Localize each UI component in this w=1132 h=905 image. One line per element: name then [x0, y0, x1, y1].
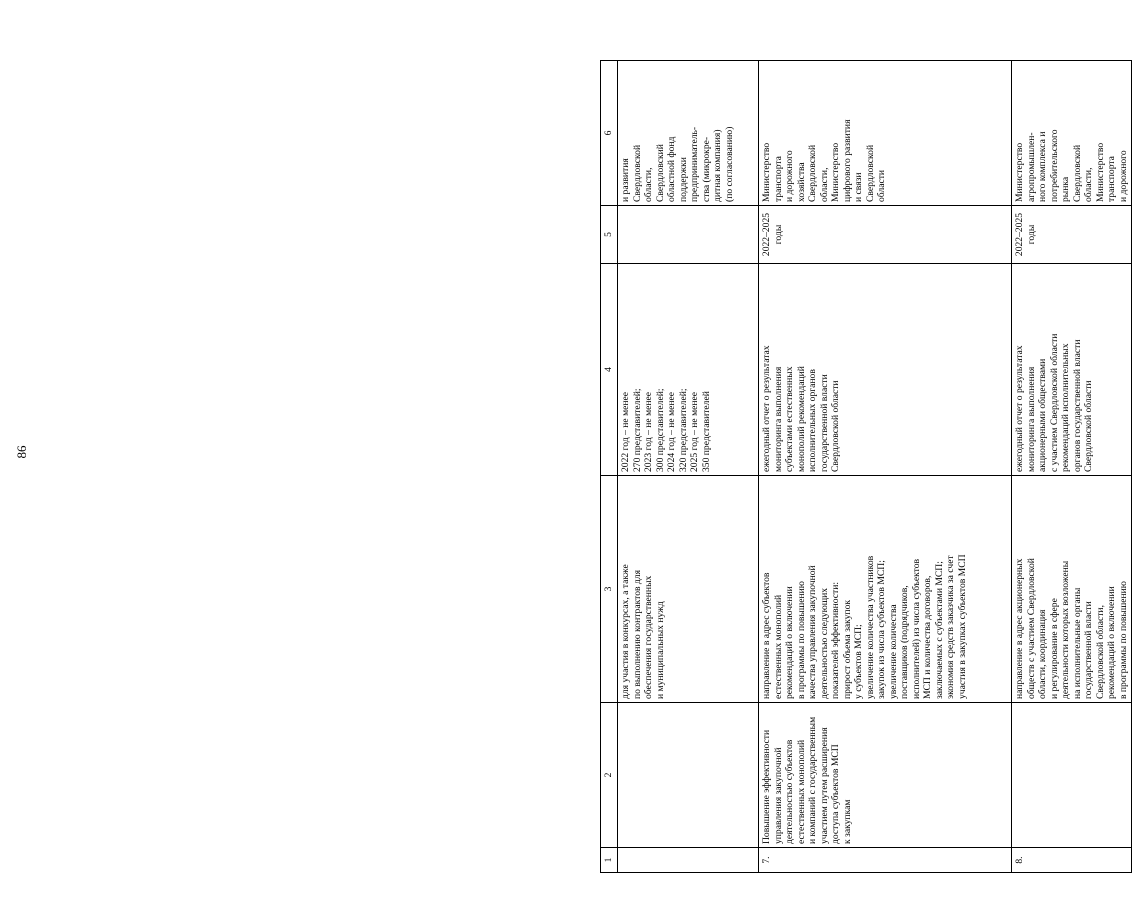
- cell-line: Министерство: [830, 142, 841, 202]
- cell-line: к закупкам: [841, 799, 853, 844]
- cell-line: и развития: [620, 158, 631, 202]
- cell-line: и связи: [853, 172, 864, 202]
- indicator-cell: [759, 264, 1012, 476]
- cell-line: (по согласованию): [723, 126, 735, 202]
- cell-line: цифрового развития: [841, 119, 853, 202]
- header-cell-4: 4: [601, 264, 618, 476]
- cell-line: монополий рекомендаций: [795, 366, 807, 472]
- cell-line: Свердловской: [807, 144, 818, 202]
- cell-line: Повышение эффективности: [761, 729, 772, 844]
- cell-line: по выполнению контрактов для: [631, 570, 643, 699]
- cell-line: 2024 год – не менее: [666, 391, 677, 472]
- row-number: 7.: [759, 848, 1012, 873]
- period-cell: [759, 206, 1012, 264]
- cell-line: рекомендаций исполнительных: [1060, 343, 1071, 472]
- cell-line: увеличение количества: [887, 604, 899, 699]
- cell-line: 350 представителей: [700, 391, 712, 472]
- cell-line: и муниципальных нужд: [654, 601, 666, 699]
- cell-line: у субъектов МСП;: [853, 624, 864, 699]
- cell-line: транспорта: [772, 156, 784, 202]
- cell-line: деятельностью следующих: [818, 587, 830, 699]
- rotated-table-wrapper: [600, 61, 1128, 873]
- cell-line: МСП и количества договоров,: [922, 575, 933, 699]
- table-row: [618, 61, 759, 873]
- cell-line: для участия в конкурсах, а также: [620, 564, 631, 699]
- cell-line: 2022–2025: [761, 212, 772, 257]
- cell-line: деятельности которых возложены: [1060, 560, 1071, 699]
- cell-line: участием путем расширения: [818, 727, 830, 844]
- cell-line: годы: [772, 224, 784, 245]
- header-cell-2: 2: [601, 703, 618, 848]
- task-cell: [618, 703, 759, 848]
- action-cell: [759, 476, 1012, 703]
- cell-line: хозяйства: [795, 162, 807, 202]
- cell-line: 270 представителей;: [631, 388, 643, 472]
- cell-line: области,: [643, 167, 654, 202]
- cell-line: обеспечения государственных: [643, 575, 654, 699]
- cell-line: поставщиков (подрядчиков,: [899, 585, 910, 699]
- cell-line: качества управления закупочной: [807, 565, 818, 699]
- cell-line: области,: [818, 167, 830, 202]
- executors-cell: [759, 61, 1012, 206]
- cell-line: ежегодный отчет о результатах: [1014, 345, 1025, 472]
- cell-line: Министерство: [1094, 142, 1106, 202]
- cell-line: и регулирование в сфере: [1048, 598, 1060, 699]
- cell-line: исполнителей) из числа субъектов: [910, 558, 922, 699]
- row-number: [618, 848, 759, 873]
- cell-line: ного комплекса и: [1037, 131, 1048, 202]
- cell-line: мониторинга выполнения: [1025, 366, 1037, 472]
- cell-line: закупок из числа субъектов МСП;: [876, 560, 887, 699]
- header-cell-6: 6: [601, 61, 618, 206]
- cell-line: управления закупочной: [772, 747, 784, 844]
- cell-line: Свердловский: [654, 144, 666, 202]
- cell-line: Министерство: [761, 142, 772, 202]
- cell-line: Министерство: [1014, 142, 1025, 202]
- indicator-cell: [1012, 264, 1132, 476]
- cell-line: 2022–2025: [1014, 212, 1025, 257]
- measures-table: [600, 60, 1132, 873]
- cell-line: области: [876, 169, 887, 202]
- cell-line: Свердловской: [1071, 144, 1083, 202]
- cell-line: Свердловской области,: [1094, 605, 1106, 699]
- cell-line: 2023 год – не менее: [643, 391, 654, 472]
- cell-line: 300 представителей;: [654, 388, 666, 472]
- cell-line: участия в закупках субъектов МСП: [956, 554, 968, 699]
- cell-line: рекомендаций о включении: [784, 586, 795, 699]
- cell-line: областной фонд: [666, 136, 677, 202]
- cell-line: предприниматель-: [689, 126, 700, 202]
- header-row: [601, 61, 618, 873]
- cell-line: области,: [1083, 167, 1094, 202]
- cell-line: Свердловской: [631, 144, 643, 202]
- cell-line: и компаний с государственным: [807, 716, 818, 844]
- cell-line: рынка: [1060, 176, 1071, 202]
- cell-line: транспорта: [1106, 156, 1117, 202]
- cell-line: направление в адрес акционерных: [1014, 558, 1025, 699]
- cell-line: Свердловской области: [830, 380, 841, 472]
- table-row: [759, 61, 1012, 873]
- cell-line: ства (микрокре-: [700, 136, 712, 202]
- cell-line: в программы по повышению: [1117, 581, 1129, 699]
- cell-line: ежегодный отчет о результатах: [761, 345, 772, 472]
- indicator-cell: [618, 264, 759, 476]
- cell-line: деятельностью субъектов: [784, 739, 795, 844]
- cell-line: потребительского: [1048, 129, 1060, 202]
- cell-line: обществ с участием Свердловской: [1025, 558, 1037, 699]
- cell-line: 2022 год – не менее: [620, 391, 631, 472]
- cell-line: Свердловской области: [1083, 380, 1094, 472]
- cell-line: и дорожного: [1117, 150, 1129, 202]
- cell-line: прирост объема закупок: [841, 599, 853, 699]
- row-number: 8.: [1012, 848, 1132, 873]
- cell-line: увеличение количества участников: [864, 555, 876, 699]
- task-cell: [1012, 703, 1132, 848]
- cell-line: поддержки: [677, 157, 689, 202]
- header-cell-5: 5: [601, 206, 618, 264]
- action-cell: [618, 476, 759, 703]
- header-cell-1: 1: [601, 848, 618, 873]
- cell-line: области, координация: [1037, 609, 1048, 699]
- task-cell: [759, 703, 1012, 848]
- cell-line: 320 представителей;: [677, 388, 689, 472]
- cell-line: 2025 год – не менее: [689, 391, 700, 472]
- cell-line: агропромышлен-: [1025, 132, 1037, 202]
- period-cell: [1012, 206, 1132, 264]
- cell-line: направление в адрес субъектов: [761, 572, 772, 699]
- cell-line: акционерными обществами: [1037, 358, 1048, 472]
- period-cell: [618, 206, 759, 264]
- page-number: 86: [14, 445, 29, 459]
- cell-line: органов государственной власти: [1071, 339, 1083, 472]
- cell-line: субъектами естественных: [784, 366, 795, 472]
- cell-line: годы: [1025, 224, 1037, 245]
- cell-line: доступа субъектов МСП: [830, 744, 841, 844]
- cell-line: рекомендаций о включении: [1106, 586, 1117, 699]
- cell-line: естественных монополий: [795, 739, 807, 844]
- cell-line: и дорожного: [784, 150, 795, 202]
- header-cell-3: 3: [601, 476, 618, 703]
- cell-line: дитная компания): [712, 129, 723, 202]
- action-cell: [1012, 476, 1132, 703]
- cell-line: в программы по повышению: [795, 581, 807, 699]
- executors-cell: [1012, 61, 1132, 206]
- cell-line: экономия средств заказчика за счет: [945, 555, 956, 699]
- executors-cell: [618, 61, 759, 206]
- cell-line: мониторинга выполнения: [772, 366, 784, 472]
- cell-line: заключаемых с субъектами МСП;: [933, 561, 945, 699]
- cell-line: исполнительных органов: [807, 369, 818, 472]
- cell-line: естественных монополий: [772, 594, 784, 699]
- cell-line: государственной власти: [1083, 601, 1094, 699]
- cell-line: государственной власти: [818, 374, 830, 472]
- cell-line: на исполнительные органы: [1071, 587, 1083, 699]
- cell-line: с участием Свердловской области: [1048, 333, 1060, 472]
- cell-line: показателей эффективности:: [830, 581, 841, 699]
- cell-line: Свердловской: [864, 144, 876, 202]
- table-row: [1012, 61, 1132, 873]
